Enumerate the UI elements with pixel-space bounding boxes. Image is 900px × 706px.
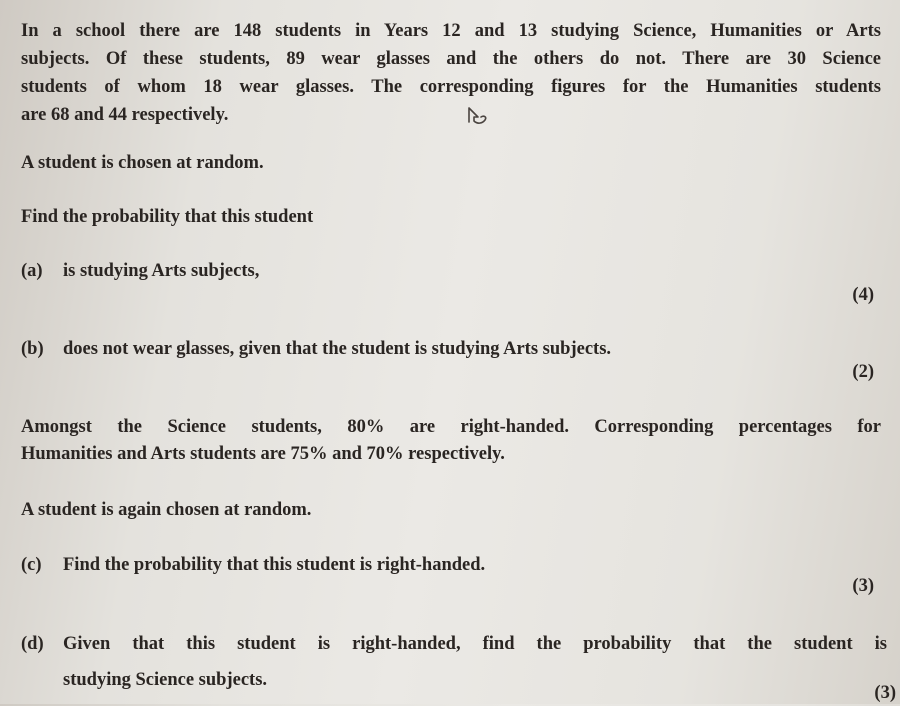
part-c-marks: (3) (852, 576, 874, 596)
handedness-line-1: Amongst the Science students, 80% are right-handed. Corresponding percentages for (21, 417, 881, 437)
intro-line-4: are 68 and 44 respectively. (21, 105, 229, 125)
part-b (21, 336, 611, 362)
intro-line-2: subjects. Of these students, 89 wear glasses and the others do not. There are 30 Science (21, 49, 881, 69)
part-b-marks: (2) (852, 362, 874, 382)
part-a-label: (a) (21, 261, 43, 281)
part-c-label: (c) (21, 555, 42, 575)
mouse-pointer-icon (466, 106, 492, 131)
part-c-text: Find the probability that this student is right-handed. (63, 555, 486, 575)
part-a-marks: (4) (852, 285, 874, 305)
find-prompt-text: Find the probability that this student (21, 207, 314, 227)
again-choice-text: A student is again chosen at random. (21, 500, 312, 520)
random-choice-text: A student is chosen at random. (21, 153, 264, 173)
part-d-label: (d) (21, 634, 44, 654)
part-b-text: does not wear glasses, given that the student is studying Arts subjects. (63, 339, 612, 359)
intro-line-3: students of whom 18 wear glasses. The corresponding figures for the Humanities students (21, 77, 881, 97)
part-b-label: (b) (21, 339, 44, 359)
part-d-marks: (3) (874, 683, 896, 703)
part-c (21, 552, 485, 578)
part-a-text: is studying Arts subjects, (63, 261, 260, 281)
part-d-line-2: studying Science subjects. (63, 670, 268, 690)
part-a (21, 258, 259, 284)
part-d-text-1: Given that this student is right-handed, find the probability that the student is (63, 634, 887, 654)
intro-line-1: In a school there are 148 students in Years 12 and 13 studying Science, Humanities or Arts (21, 21, 881, 41)
handedness-line-2: Humanities and Arts students are 75% and 70% respectively. (21, 444, 505, 464)
part-d-line-1 (21, 631, 887, 657)
